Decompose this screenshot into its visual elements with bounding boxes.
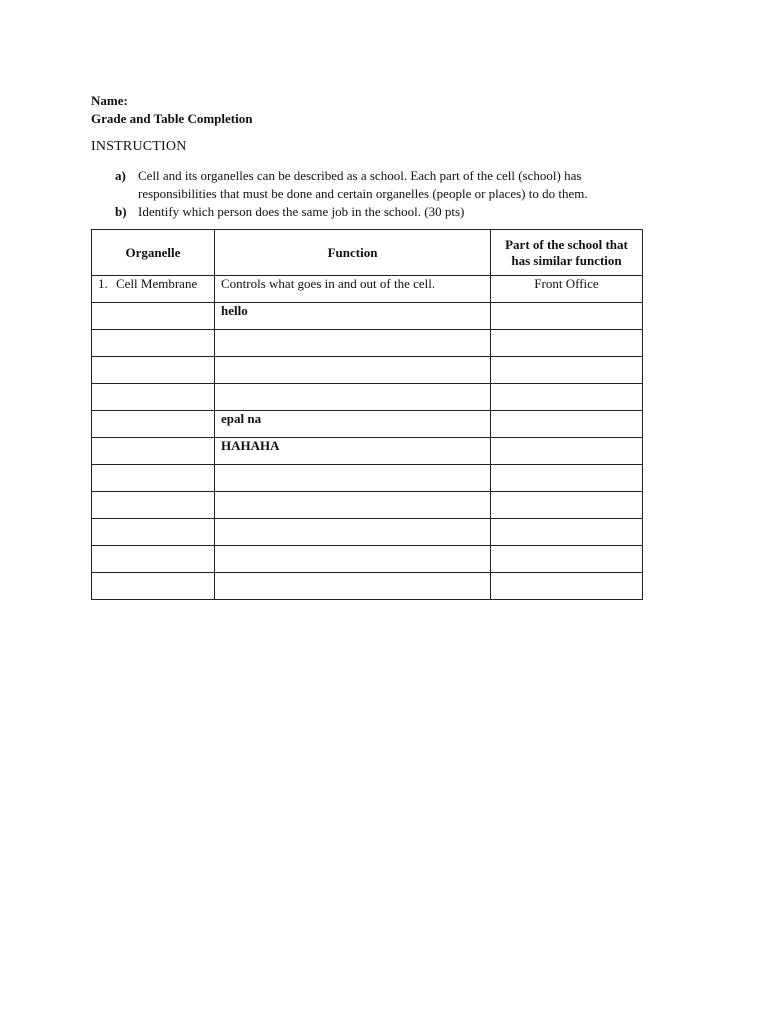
cell-organelle[interactable] <box>92 357 215 384</box>
cell-function[interactable]: Controls what goes in and out of the cell. <box>215 276 491 303</box>
instruction-list <box>91 167 651 221</box>
cell-part-of-school[interactable] <box>491 519 643 546</box>
cell-part-of-school[interactable] <box>491 384 643 411</box>
cell-function[interactable]: epal na <box>215 411 491 438</box>
table-body <box>92 276 643 600</box>
cell-part-of-school[interactable] <box>491 438 643 465</box>
cell-organelle[interactable] <box>92 519 215 546</box>
header-function: Function <box>215 230 491 276</box>
cell-organelle[interactable] <box>92 465 215 492</box>
cell-part-of-school[interactable] <box>491 303 643 330</box>
header-part-of-school: Part of the school that has similar function <box>491 230 643 276</box>
cell-function[interactable] <box>215 465 491 492</box>
table-row <box>92 492 643 519</box>
table-row <box>92 330 643 357</box>
organelle-text: Cell Membrane <box>116 276 198 291</box>
cell-organelle[interactable] <box>92 492 215 519</box>
table-row <box>92 573 643 600</box>
instruction-heading: INSTRUCTION <box>91 139 187 154</box>
organelle-table <box>91 229 643 600</box>
cell-organelle[interactable] <box>92 546 215 573</box>
cell-function[interactable] <box>215 384 491 411</box>
instruction-item-a <box>91 167 651 203</box>
document-title: Grade and Table Completion <box>91 111 253 126</box>
cell-organelle[interactable] <box>92 573 215 600</box>
table-header-row <box>92 230 643 276</box>
cell-function[interactable] <box>215 357 491 384</box>
cell-part-of-school[interactable] <box>491 492 643 519</box>
cell-part-of-school[interactable] <box>491 330 643 357</box>
cell-function[interactable] <box>215 573 491 600</box>
table-row <box>92 411 643 438</box>
table-row <box>92 519 643 546</box>
cell-part-of-school[interactable] <box>491 465 643 492</box>
table-row <box>92 438 643 465</box>
instruction-item-b <box>91 203 651 221</box>
name-label: Name: <box>91 93 128 108</box>
cell-part-of-school[interactable] <box>491 357 643 384</box>
table-row <box>92 465 643 492</box>
cell-function[interactable] <box>215 330 491 357</box>
cell-function[interactable] <box>215 519 491 546</box>
cell-function[interactable]: HAHAHA <box>215 438 491 465</box>
row-number: 1. <box>98 276 108 291</box>
table-row <box>92 357 643 384</box>
cell-function[interactable] <box>215 492 491 519</box>
cell-organelle[interactable] <box>92 411 215 438</box>
table-row <box>92 546 643 573</box>
instruction-marker: b) <box>115 204 127 219</box>
cell-part-of-school[interactable] <box>491 546 643 573</box>
table-row <box>92 384 643 411</box>
cell-function[interactable] <box>215 546 491 573</box>
cell-organelle[interactable] <box>92 438 215 465</box>
instruction-text: Cell and its organelles can be described as a school. Each part of the cell (school) has responsibilities that must be done and certain organelles (people or places) to do them. <box>138 168 588 201</box>
cell-part-of-school[interactable] <box>491 411 643 438</box>
cell-function[interactable]: hello <box>215 303 491 330</box>
cell-part-of-school[interactable]: Front Office <box>491 276 643 303</box>
cell-organelle[interactable] <box>92 330 215 357</box>
instruction-marker: a) <box>115 168 126 183</box>
table-row <box>92 303 643 330</box>
cell-organelle[interactable] <box>92 276 215 303</box>
cell-part-of-school[interactable] <box>491 573 643 600</box>
cell-organelle[interactable] <box>92 303 215 330</box>
header-organelle: Organelle <box>92 230 215 276</box>
instruction-text: Identify which person does the same job in the school. (30 pts) <box>138 204 465 219</box>
table-row <box>92 276 643 303</box>
cell-organelle[interactable] <box>92 384 215 411</box>
